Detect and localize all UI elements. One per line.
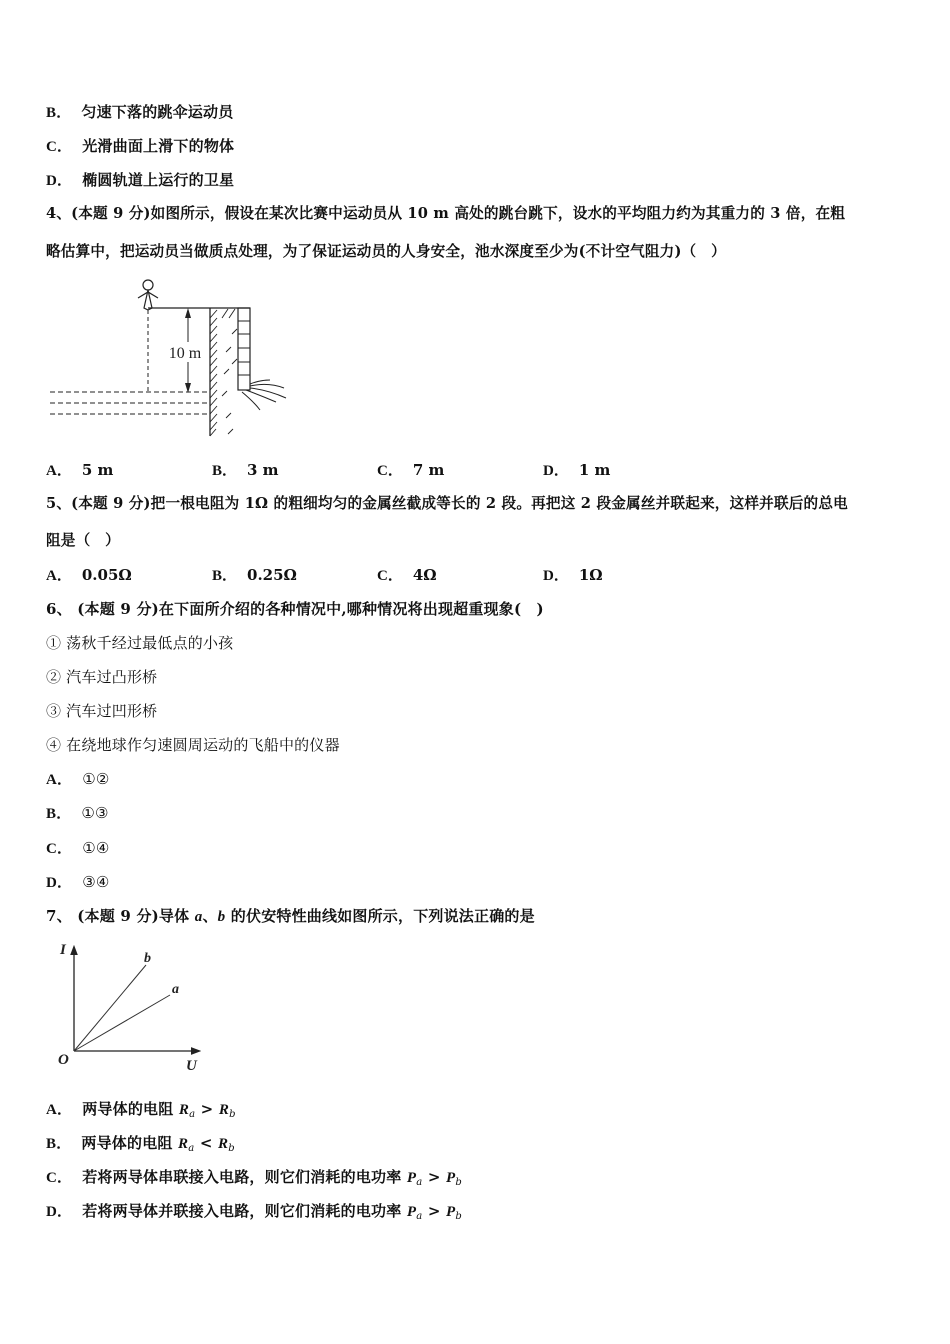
q6-option-c: C． ①④: [46, 839, 110, 857]
q6-item-3: ③ 汽车过凹形桥: [46, 702, 158, 720]
q6-stem: 6、 (本题 9 分)在下面所介绍的各种情况中,哪种情况将出现超重现象( ): [46, 600, 544, 618]
svg-text:O: O: [58, 1052, 69, 1068]
q5-stem-line1: 5、(本题 9 分)把一根电阻为 1Ω 的粗细均匀的金属丝截成等长的 2 段。再把这 2 段金属丝并联起来，这样并联后的总电: [46, 495, 848, 512]
q4-option-d: D． 1 m: [543, 461, 611, 479]
q5-option-a: A． 0.05Ω: [46, 566, 132, 584]
q6-option-b: B． ①③: [46, 804, 109, 822]
q7-option-d: D． 若将两导体并联接入电路，则它们消耗的电功率 $P_a > P_b$: [46, 1202, 463, 1222]
q3-option-d: [46, 170, 234, 191]
iu-characteristic-graph: [52, 938, 212, 1073]
q3-option-b: [46, 102, 233, 123]
q7-stem: 7、 (本题 9 分)导体 a、b 的伏安特性曲线如图所示，下列说法正确的是: [46, 907, 535, 925]
height-label: 10 m: [168, 345, 202, 362]
q7-option-c: C． 若将两导体串联接入电路，则它们消耗的电功率 $P_a > P_b$: [46, 1168, 463, 1188]
q6-option-a: A． ①②: [46, 770, 110, 788]
q5-option-b: B． 0.25Ω: [212, 566, 297, 584]
option-label: C．: [46, 139, 73, 155]
option-label: D．: [46, 173, 73, 189]
var-a: a: [194, 909, 203, 925]
option-text: 光滑曲面上滑下的物体: [82, 137, 235, 155]
var-b: b: [217, 909, 226, 925]
diver-icon: [138, 280, 158, 310]
q4-stem-line2: 略估算中，把运动员当做质点处理，为了保证运动员的人身安全，池水深度至少为(不计空气阻力)（ ）: [46, 243, 726, 260]
line-a: [74, 995, 170, 1051]
q5-option-d: D． 1Ω: [543, 566, 603, 584]
q6-item-2: ② 汽车过凸形桥: [46, 668, 158, 686]
q6-item-4: ④ 在绕地球作匀速圆周运动的飞船中的仪器: [46, 736, 340, 754]
svg-text:a: a: [172, 982, 179, 997]
q7-option-b: B． 两导体的电阻 $R_a < R_b$: [46, 1134, 235, 1154]
q4-option-b: B． 3 m: [212, 461, 279, 479]
svg-text:I: I: [60, 942, 66, 958]
q4-option-a: A． 5 m: [46, 461, 114, 479]
option-text: 椭圆轨道上运行的卫星: [82, 171, 235, 189]
q5-option-c: C． 4Ω: [377, 566, 437, 584]
q3-option-c: [46, 136, 234, 157]
svg-text:U: U: [186, 1058, 197, 1073]
diving-platform-diagram: [46, 276, 296, 441]
q7-option-a: A． 两导体的电阻 $R_a > R_b$: [46, 1100, 236, 1120]
option-label: B．: [46, 105, 72, 121]
svg-text:b: b: [144, 951, 151, 966]
q4-option-c: C． 7 m: [377, 461, 445, 479]
q5-stem-line2: 阻是（ ）: [46, 532, 120, 549]
q6-option-d: D． ③④: [46, 873, 110, 891]
q4-stem-line1: 4、(本题 9 分)如图所示，假设在某次比赛中运动员从 10 m 高处的跳台跳下，设水的平均阻力约为其重力的 3 倍，在粗: [46, 205, 846, 222]
line-b: [74, 965, 146, 1051]
option-text: 匀速下落的跳伞运动员: [81, 103, 234, 121]
q6-item-1: ① 荡秋千经过最低点的小孩: [46, 634, 234, 652]
